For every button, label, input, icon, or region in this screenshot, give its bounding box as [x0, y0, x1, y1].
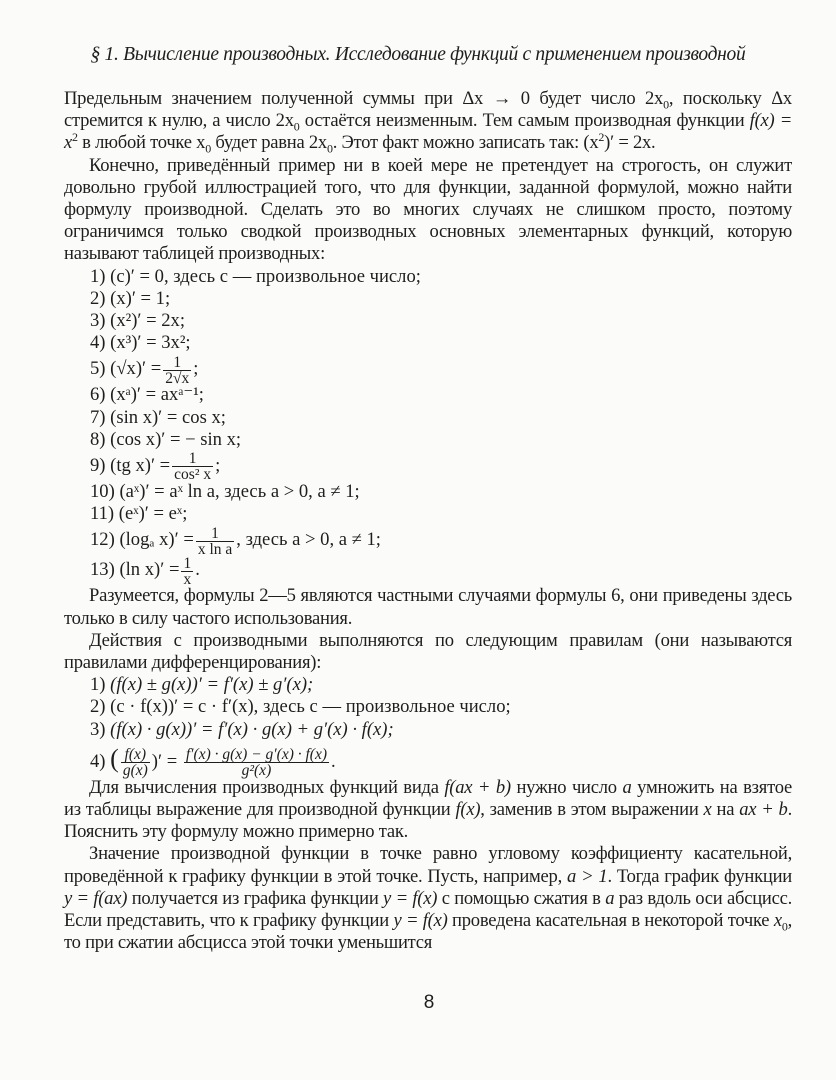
table-item-9: 9) (tg x)′ = $\frac{1}{\text{cos² x}}$ ; — [90, 450, 221, 484]
table-item-1: 1) (c)′ = 0, здесь c — произвольное число; — [90, 265, 421, 287]
table-item-2: 2) (x)′ = 1; — [90, 287, 171, 309]
paragraph-tangent: Значение производной функции в точке равно угловому коэффициенту касательной, проведённой к графику функции в этой точке. Пусть, например, a > 1. Тогда график функции y = f(ax) получается из графика функции y = f(x) с помощью сжатия в a раз вдоль оси абсцисс. Если представить, что к графику функции y = f(x) проведена касательная в некоторой точке $x_0$, то при сжатии абсцисса этой точки уменьшится — [64, 843, 793, 954]
page-number: 8 — [423, 992, 435, 1013]
paragraph-limit: Предельным значением полученной суммы при Δx → 0 будет число $2x_0$, поскольку Δx стремится к нулю, а число $2x_0$ остаётся неизменным. Тем самым производная функции $f(x) = x^2$ в любой точке $x_0$ будет равна $2x_0$. Этот факт можно записать так: $(x^2)' = 2x$. — [64, 88, 792, 157]
table-item-4: 4) (x³)′ = 3x²; — [90, 332, 191, 354]
differentiation-rules — [64, 674, 792, 780]
table-item-10: 10) (aˣ)′ = aˣ ln a, здесь a > 0, a ≠ 1; — [90, 481, 360, 503]
rule-item-3: 3) (f(x) · g(x))′ = f′(x) · g(x) + g′(x) · f(x); — [90, 718, 394, 740]
paragraph-rules-intro: Действия с производными выполняются по следующим правилам (они называются правилами дифференцирования): — [64, 629, 792, 674]
table-item-13: 13) (ln x)′ = $\frac{1}{x}$ . — [90, 554, 200, 588]
rule-item-2: 2) (c · f(x))′ = c · f′(x), здесь c — произвольное число; — [90, 696, 511, 718]
table-item-12: 12) (logₐ x)′ = $\frac{1}{\text{x ln a}}$ , здесь a > 0, a ≠ 1; — [90, 524, 381, 558]
table-item-11: 11) (eˣ)′ = eˣ; — [90, 503, 188, 525]
paragraph-table-intro: Конечно, приведённый пример ни в коей мере не претендует на строгость, он служит довольно грубой иллюстрацией того, что для функции, заданной формулой, можно найти формулу производной. Сделать это во многих случаях не слишком просто, поэтому ограничимся только сводкой производных основных элементарных функций, которую называют таблицей производных: — [64, 154, 792, 265]
table-item-8: 8) (cos x)′ = − sin x; — [90, 428, 242, 450]
derivatives-table — [64, 266, 792, 586]
table-item-7: 7) (sin x)′ = cos x; — [90, 406, 226, 428]
paragraph-special-cases: Разумеется, формулы 2—5 являются частными случаями формулы 6, они приведены здесь только в силу частого использования. — [64, 585, 792, 629]
running-header: § 1. Вычисление производных. Исследование функций с применением производной — [90, 44, 746, 65]
table-item-6: 6) (xᵃ)′ = axᵃ⁻¹; — [90, 384, 204, 406]
rule-item-1: 1) (f(x) ± g(x))′ = f′(x) ± g′(x); — [90, 674, 314, 696]
table-item-3: 3) (x²)′ = 2x; — [90, 310, 186, 332]
page-body — [64, 88, 792, 955]
table-item-5: 5) (√x)′ = $\frac{1}{2√x}$ ; — [90, 353, 199, 387]
paragraph-linear-argument: Для вычисления производных функций вида f(ax + b) нужно число a умножить на взятое из таблицы выражение для производной функции f(x), заменив в этом выражении x на ax + b. Пояснить эту формулу можно примерно так. — [64, 776, 792, 843]
rule-item-4: 4) ( $\frac{f(x)}{g(x)}$ )′ = $\frac{f'(x) \cdot g(x) - g'(x) \cdot f(x)}{\text{g²(x)}}$ . — [90, 743, 336, 780]
